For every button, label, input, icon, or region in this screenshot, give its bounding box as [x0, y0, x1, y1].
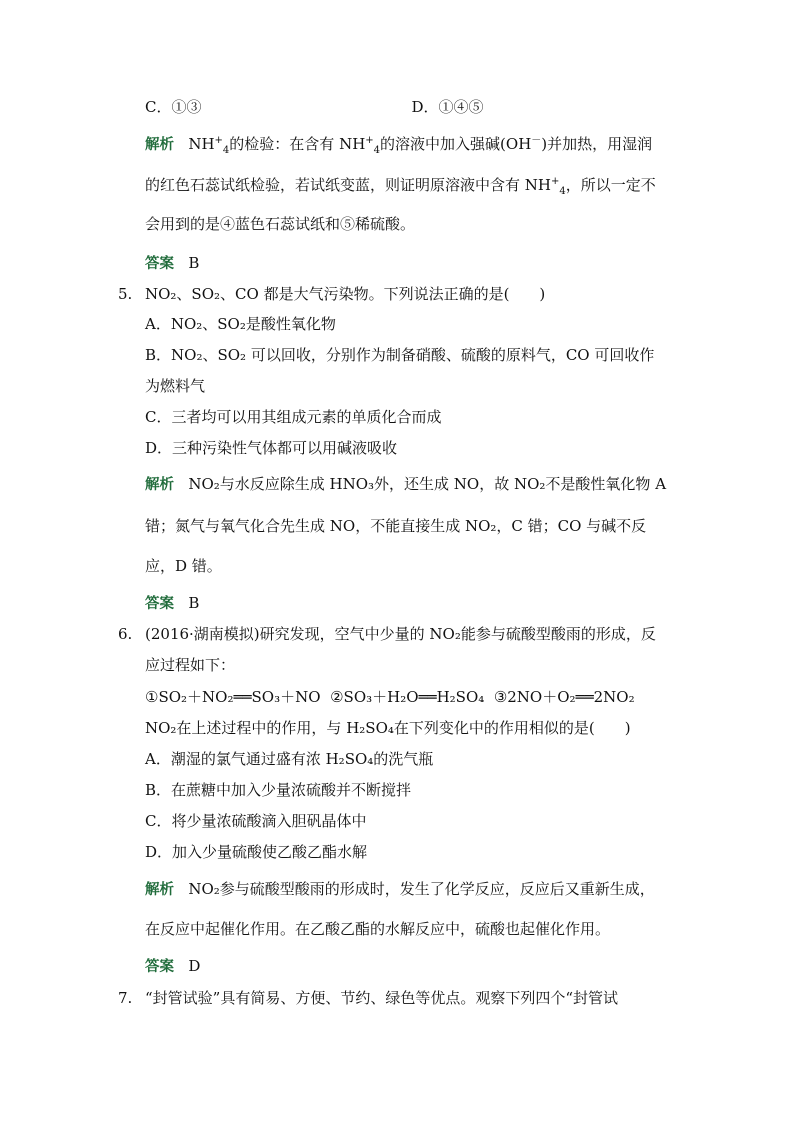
q4-expl-part1: NH: [188, 135, 215, 153]
q5-stem: NO₂、SO₂、CO 都是大气污染物。下列说法正确的是( ): [145, 285, 546, 303]
q5-option-d: D．三种污染性气体都可以用碱液吸收: [145, 439, 398, 457]
q6-answer-value: D: [188, 957, 201, 975]
q6-daan-label: 答案: [145, 959, 174, 975]
q4-expl-part3: 的溶液中加入强碱(OH: [380, 135, 532, 153]
q5-explanation-line1: [145, 474, 666, 495]
q5-explanation-line2: 错；氮气与氧气化合先生成 NO，不能直接生成 NO₂，C 错；CO 与碱不反: [145, 517, 647, 535]
q4-jiexi-label: 解析: [145, 137, 174, 153]
q4-options-row: [145, 97, 484, 117]
q4-answer: [145, 253, 199, 274]
q4-explanation-line3: 会用到的是④蓝色石蕊试纸和⑤稀硫酸。: [145, 215, 416, 233]
q6-stem-line2: 应过程如下：: [145, 656, 236, 674]
q4-explanation-line2: 的红色石蕊试纸检验，若试纸变蓝，则证明原溶液中含有 $NH^+_4$，所以一定不: [145, 176, 656, 197]
q7-stem: “封管试验”具有简易、方便、节约、绿色等优点。观察下列四个“封管试: [145, 989, 619, 1007]
q6-equation-1: ①SO₂＋NO₂══SO₃＋NO: [145, 688, 321, 706]
q4-answer-value: B: [188, 254, 200, 272]
q4-expl-part2: 的检验：在含有 NH: [229, 135, 366, 153]
q6-expl-text1: NO₂参与硫酸型酸雨的形成时，发生了化学反应，反应后又重新生成，: [188, 880, 655, 898]
q5-expl-text1: NO₂与水反应除生成 HNO₃外，还生成 NO，故 NO₂不是酸性氧化物 A: [188, 475, 667, 493]
q4-expl-part4: )并加热，用湿润: [541, 135, 653, 153]
q6-equation-3: ③2NO＋O₂══2NO₂: [493, 688, 635, 706]
q5-jiexi-label: 解析: [145, 477, 174, 493]
q5-answer-value: B: [188, 594, 200, 612]
q5-option-b-line1: B．NO₂、SO₂ 可以回收，分别作为制备硝酸、硫酸的原料气，CO 可回收作: [145, 346, 655, 364]
q5-daan-label: 答案: [145, 596, 174, 612]
q6-option-c: C．将少量浓硫酸滴入胆矾晶体中: [145, 812, 367, 830]
q4-expl-part6: ，所以一定不: [565, 176, 656, 194]
q4-expl-part5: 的红色石蕊试纸检验，若试纸变蓝，则证明原溶液中含有 NH: [145, 176, 551, 194]
q6-jiexi-label: 解析: [145, 882, 174, 898]
q5-answer: [145, 593, 199, 614]
q6-option-a: A．潮湿的氯气通过盛有浓 H₂SO₄的洗气瓶: [145, 750, 434, 768]
q4-daan-label: 答案: [145, 256, 174, 272]
q5-explanation-line3: 应，D 错。: [145, 557, 222, 575]
q4-option-c: C．①③: [145, 98, 202, 116]
q4-explanation-line1: 解析 $NH^+_4$的检验：在含有 $NH^+_4$的溶液中加入强碱(OH－)并加热，用湿润: [145, 135, 653, 156]
q7-number: 7.: [118, 989, 133, 1007]
q4-option-d: D．①④⑤: [411, 98, 484, 116]
q6-option-d: D．加入少量硫酸使乙酸乙酯水解: [145, 843, 368, 861]
q5-option-c: C．三者均可以用其组成元素的单质化合而成: [145, 408, 442, 426]
q6-explanation-line2: 在反应中起催化作用。在乙酸乙酯的水解反应中，硫酸也起催化作用。: [145, 920, 611, 938]
q6-equations: [145, 687, 635, 707]
q5-number: 5.: [118, 285, 133, 303]
q6-stem-line3: NO₂在上述过程中的作用，与 H₂SO₄在下列变化中的作用相似的是( ): [145, 719, 631, 737]
q6-stem-line1: (2016·湖南模拟)研究发现，空气中少量的 NO₂能参与硫酸型酸雨的形成，反: [145, 625, 656, 643]
q6-number: 6.: [118, 625, 133, 643]
q6-explanation-line1: [145, 879, 655, 900]
q6-equation-2: ②SO₃＋H₂O══H₂SO₄: [330, 688, 485, 706]
q6-option-b: B．在蔗糖中加入少量浓硫酸并不断搅拌: [145, 781, 412, 799]
q5-option-a: A．NO₂、SO₂是酸性氧化物: [145, 315, 336, 333]
q6-answer: [145, 956, 200, 977]
q5-option-b-line2: 为燃料气: [145, 377, 206, 395]
